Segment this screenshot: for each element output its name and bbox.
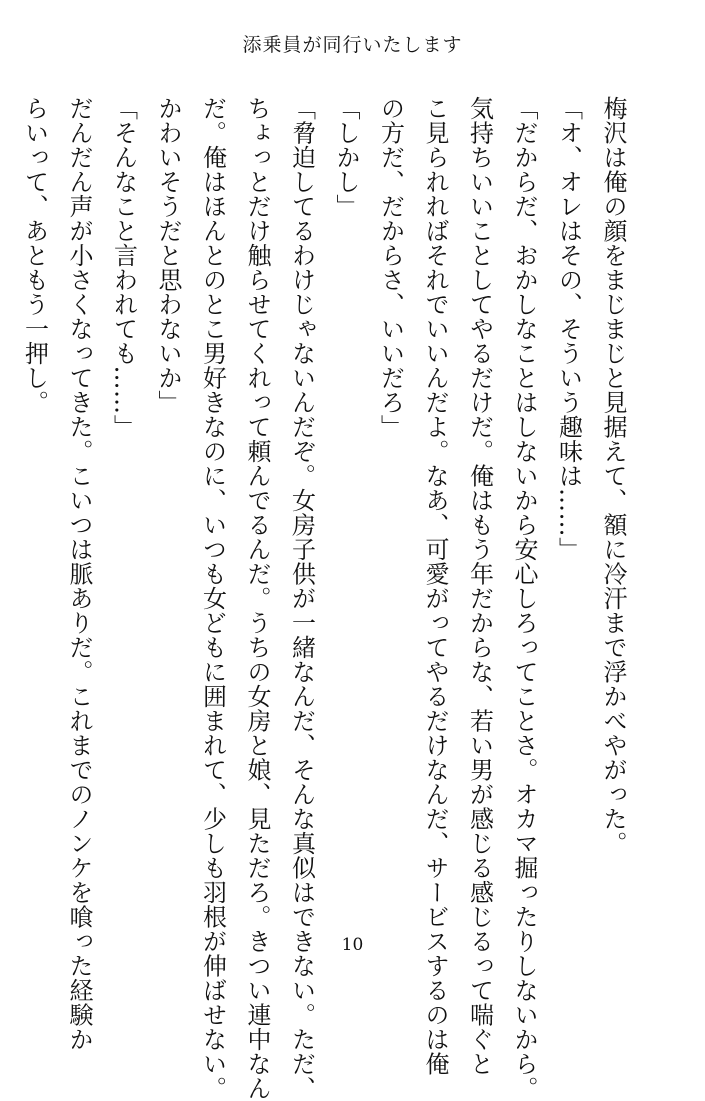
text-line-2: 「オ、オレはその、そういう趣味は……」 <box>554 96 583 562</box>
text-line-13: だんだん声が小さくなってきた。こいつは脈ありだ。これまでのノンケを喰った経験か <box>65 96 93 1052</box>
text-line-10: だ。俺はほんとのとこ男好きなのに、いつも女どもに囲まれて、少しも羽根が伸ばせない。 <box>198 96 227 1101</box>
text-line-8: 「脅迫してるわけじゃないんだぞ。女房子供が一緒なんだ、そんな真似はできない。ただ、 <box>287 96 316 1101</box>
text-line-1: 梅沢は俺の顔をまじまじと見据えて、額に冷汗まで浮かべやがった。 <box>599 96 627 856</box>
text-line-5: こ見られればそれでいいんだよ。なあ、可愛がってやるだけなんだ、サービスするのは俺 <box>421 96 449 1076</box>
text-line-4: 気持ちいいことしてやるだけだ。俺はもう年だからな、若い男が感じる感じるって喘ぐと <box>465 96 494 1076</box>
running-header: 添乗員が同行いたします <box>242 34 463 56</box>
text-line-3: 「だからだ、おかしなことはしないから安心しろってことさ。オカマ掘ったりしないから。 <box>510 96 538 1101</box>
text-line-9: ちょっとだけ触らせてくれって頼んでるんだ。うちの女房と娘、見ただろ。きつい連中なん <box>243 96 271 1101</box>
text-line-12: 「そんなこと言われても……」 <box>109 96 138 439</box>
page-number: 10 <box>341 935 364 955</box>
text-line-7: 「しかし」 <box>332 96 360 219</box>
text-line-11: かわいそうだと思わないか」 <box>154 96 182 415</box>
text-line-6: の方だ、だからさ、いいだろ」 <box>376 96 405 439</box>
text-line-14: らいって、あともう一押し。 <box>20 96 49 415</box>
